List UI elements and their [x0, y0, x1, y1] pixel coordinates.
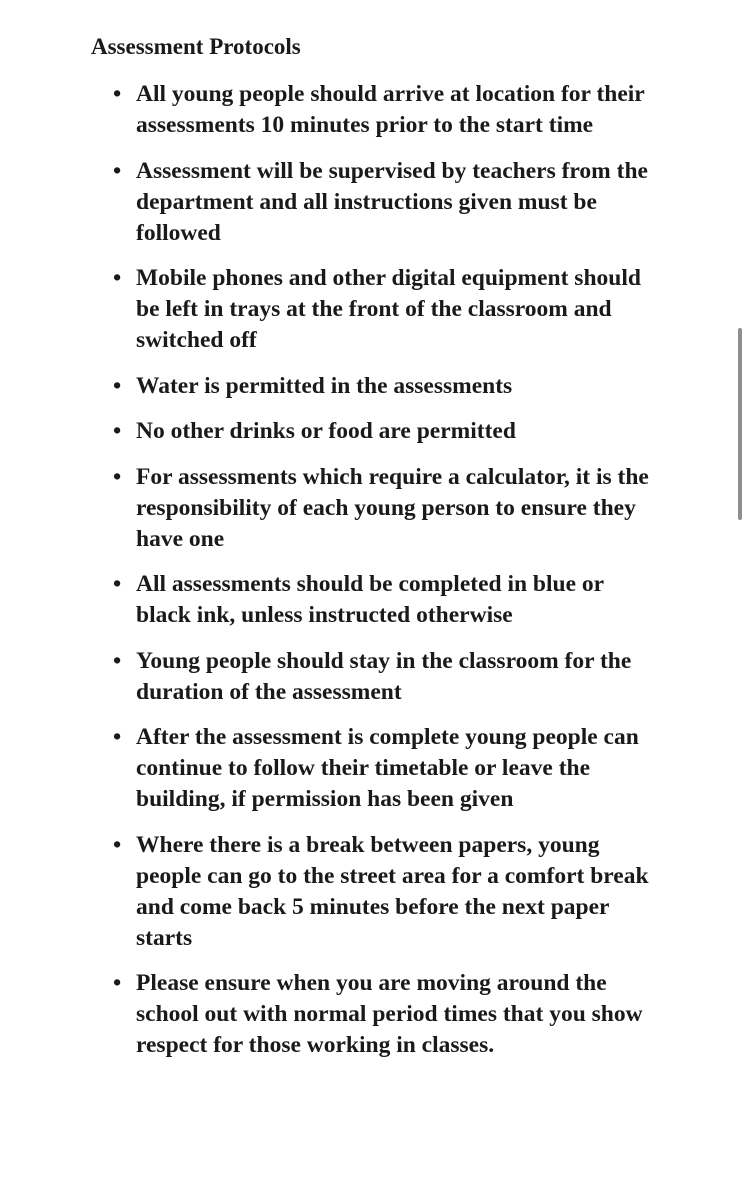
bullet-icon: •	[113, 265, 122, 291]
bullet-icon: •	[113, 463, 122, 490]
bullet-icon: •	[113, 372, 122, 399]
list-item-text: For assessments which require a calculator, it is the responsibility of each young person to ensure they have one	[136, 463, 649, 552]
list-item-text: Water is permitted in the assessments	[136, 372, 513, 399]
bullet-icon: •	[113, 647, 122, 674]
bullet-icon: •	[113, 571, 122, 597]
list-item	[0, 371, 656, 402]
list-item-text: Assessment will be supervised by teachers from the department and all instructions given must be followed	[136, 157, 648, 246]
list-item-text: Mobile phones and other digital equipment should be left in trays at the front of the classroom and switched off	[136, 265, 641, 353]
bullet-icon: •	[113, 418, 122, 444]
list-item-text: After the assessment is complete young people can continue to follow their timetable or leave the building, if permission has been given	[136, 724, 639, 812]
list-item	[0, 968, 656, 1061]
bullet-icon: •	[113, 81, 122, 107]
list-item	[0, 722, 656, 815]
protocol-list	[0, 79, 746, 1076]
vertical-scrollbar[interactable]	[738, 328, 742, 520]
list-item-text: All assessments should be completed in blue or black ink, unless instructed otherwise	[136, 571, 604, 628]
list-item	[0, 462, 656, 555]
list-item-text: Young people should stay in the classroom for the duration of the assessment	[136, 647, 632, 705]
bullet-icon: •	[113, 831, 122, 858]
bullet-icon: •	[113, 157, 122, 184]
list-item	[0, 830, 656, 954]
list-item	[0, 79, 656, 141]
list-item	[0, 416, 656, 447]
list-item-text: Please ensure when you are moving around the school out with normal period times that you show respect for those working in classes.	[136, 970, 643, 1058]
bullet-icon: •	[113, 970, 122, 996]
list-item-text: All young people should arrive at location for their assessments 10 minutes prior to the start time	[136, 81, 645, 138]
bullet-icon: •	[113, 724, 122, 750]
document-title: Assessment Protocols	[91, 34, 301, 59]
list-item-text: Where there is a break between papers, young people can go to the street area for a comfort break and come back 5 minutes before the next paper starts	[136, 831, 649, 951]
list-item	[0, 263, 656, 356]
list-item	[0, 156, 656, 249]
list-item-text: No other drinks or food are permitted	[136, 418, 516, 444]
list-item	[0, 646, 656, 708]
list-item	[0, 569, 656, 631]
